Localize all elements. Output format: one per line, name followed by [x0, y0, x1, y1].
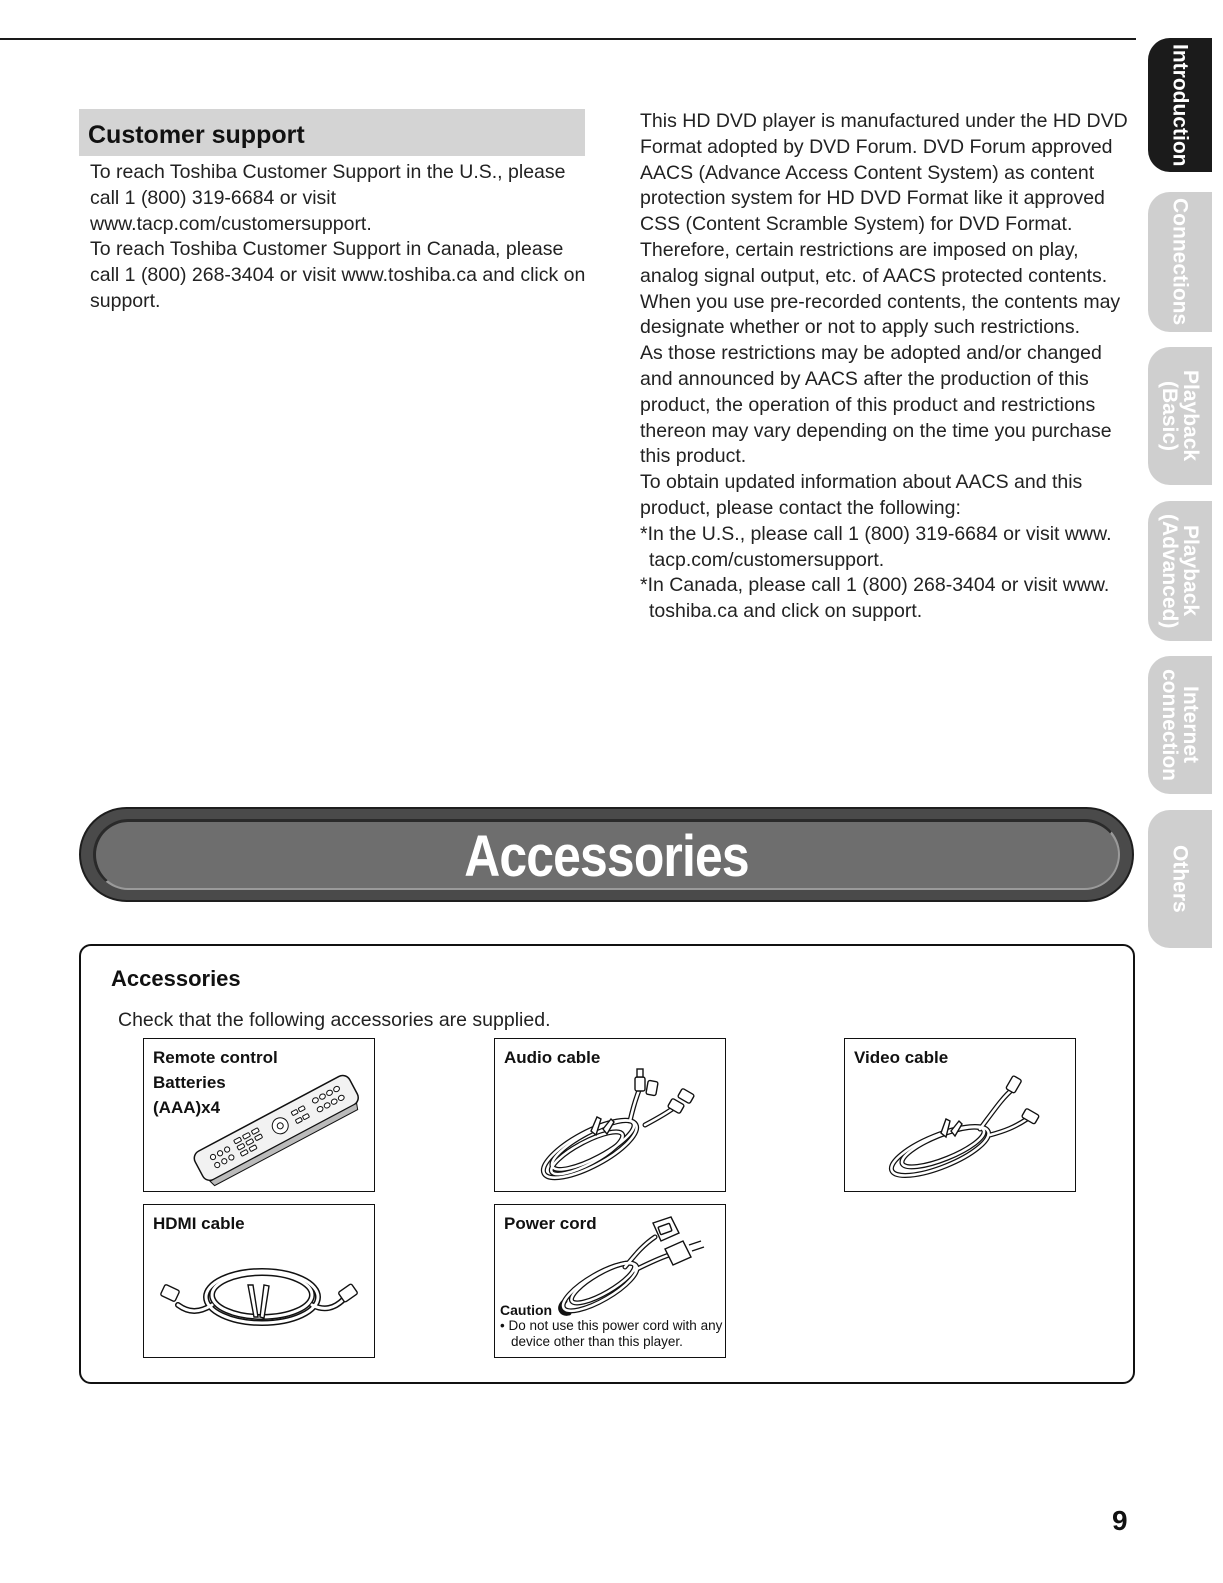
- caution-text: • Do not use this power cord with any device other than this player.: [500, 1318, 723, 1349]
- accessory-hdmi-cable: [143, 1204, 375, 1358]
- hdmi-cable-icon: [144, 1205, 376, 1359]
- audio-cable-icon: [495, 1039, 727, 1193]
- power-cord-label: Power cord: [504, 1214, 597, 1233]
- aacs-paragraph: As those restrictions may be adopted and/or changed and announced by AACS after the production of this product, the operation of this product and restrictions thereon may vary depending on the time you purchase this product.: [640, 342, 1112, 468]
- accessories-box: [79, 944, 1135, 1384]
- customer-support-body: [90, 160, 590, 315]
- support-canada-paragraph: To reach Toshiba Customer Support in Canada, please call 1 (800) 268-3404 or visit www.toshiba.ca and click on support.: [90, 238, 586, 312]
- audio-cable-label: Audio cable: [504, 1048, 601, 1067]
- remote-control-label: Remote control Batteries (AAA)x4: [153, 1048, 278, 1117]
- hdmi-cable-label: HDMI cable: [153, 1214, 245, 1233]
- tab-internet-connection[interactable]: Internet connection: [1148, 656, 1212, 794]
- aacs-notice: [640, 109, 1130, 625]
- remote-control-icon: [144, 1039, 376, 1193]
- customer-support-title: Customer support: [88, 121, 305, 149]
- tab-playback-advanced[interactable]: Playback (Advanced): [1148, 501, 1212, 641]
- caution-title: Caution: [500, 1302, 553, 1318]
- video-cable-icon: [845, 1039, 1077, 1193]
- accessories-banner-title: Accessories: [464, 824, 749, 889]
- video-cable-label: Video cable: [854, 1048, 949, 1067]
- aacs-paragraph: This HD DVD player is manufactured under the HD DVD Format adopted by DVD Forum. DVD Forum approved AACS (Advance Access Content System) as content protection system for HD DVD Format like it approved CSS (Content Scramble System) for DVD Format. Therefore, certain restrictions are imposed on play, analog signal output, etc. of AACS protected contents.: [640, 110, 1128, 287]
- top-rule: [0, 38, 1136, 40]
- accessory-audio-cable: [494, 1038, 726, 1192]
- accessory-remote-control: [143, 1038, 375, 1192]
- support-us-paragraph: To reach Toshiba Customer Support in the U.S., please call 1 (800) 319-6684 or visit www.tacp.com/customersupport.: [90, 161, 566, 235]
- aacs-contact-canada: *In Canada, please call 1 (800) 268-3404 or visit www. toshiba.ca and click on support.: [640, 574, 1110, 623]
- tab-introduction[interactable]: Introduction: [1148, 38, 1212, 172]
- aacs-paragraph: When you use pre-recorded contents, the contents may designate whether or not to apply such restrictions.: [640, 290, 1121, 339]
- accessories-intro: Check that the following accessories are supplied.: [118, 1009, 551, 1031]
- page-number: 9: [1112, 1505, 1128, 1536]
- power-cord-caution: [500, 1302, 725, 1350]
- aacs-contact-us: *In the U.S., please call 1 (800) 319-6684 or visit www. tacp.com/customersupport.: [640, 522, 1112, 571]
- customer-support-header: [79, 109, 585, 156]
- tab-connections[interactable]: Connections: [1148, 192, 1212, 332]
- accessories-title: Accessories: [111, 966, 241, 991]
- accessory-video-cable: [844, 1038, 1076, 1192]
- tab-playback-basic[interactable]: Playback (Basic): [1148, 347, 1212, 485]
- accessories-banner: [79, 807, 1134, 902]
- accessory-power-cord: [494, 1204, 726, 1358]
- aacs-paragraph: To obtain updated information about AACS and this product, please contact the following:: [640, 471, 1083, 519]
- tab-others[interactable]: Others: [1148, 810, 1212, 948]
